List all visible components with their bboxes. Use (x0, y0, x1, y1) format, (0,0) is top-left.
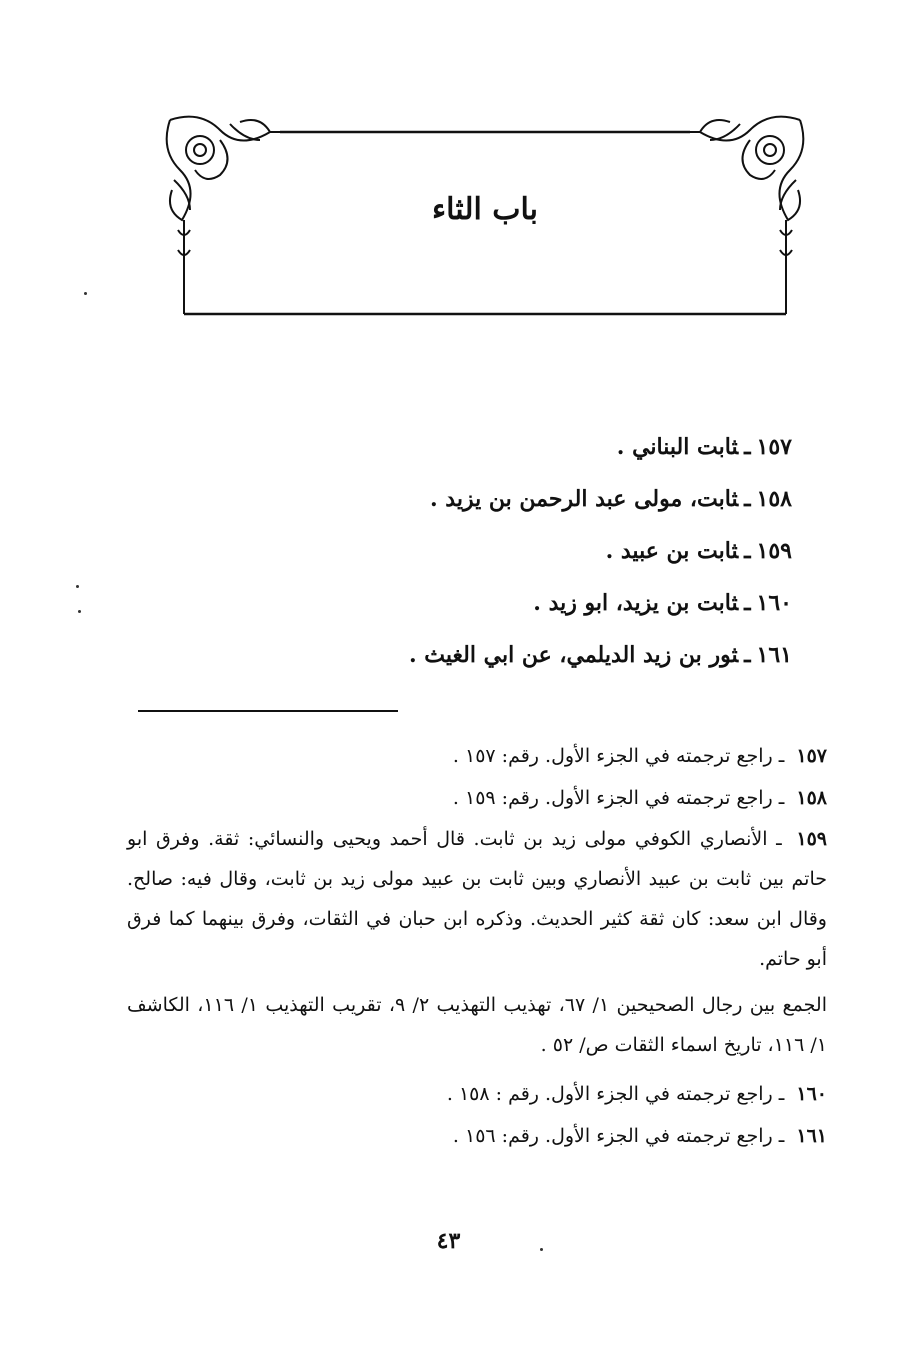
narrator-entries-list (152, 425, 792, 685)
list-item: ١٥٧ـثابت البناني . (616, 434, 792, 460)
entry-number: ١٥٨ (756, 486, 792, 512)
entry-number: ١٦١ (756, 642, 792, 668)
footnote-159-references: الجمع بين رجال الصحيحين ١/ ٦٧، تهذيب التهذيب ٢/ ٩، تقريب التهذيب ١/ ١١٦، الكاشف ١/ ١١٦، تاريخ اسماء الثقات ص/ ٥٢ . (127, 994, 827, 1056)
footnote-text: راجع ترجمته في الجزء الأول. رقم: ١٥٩ . (452, 787, 773, 809)
footnote-157: ١٥٧ ـ راجع ترجمته في الجزء الأول. رقم: ١٥٧ . (452, 745, 827, 767)
footnote-text: راجع ترجمته في الجزء الأول. رقم : ١٥٨ . (446, 1083, 773, 1105)
entry-text: ثابت البناني . (616, 434, 739, 460)
scan-speck (76, 585, 79, 588)
scan-speck (540, 1248, 543, 1251)
footnote-text: الأنصاري الكوفي مولى زيد بن ثابت. قال أحمد ويحيى والنسائي: ثقة. وفرق ابو حاتم بين ثابت بن عبيد الأنصاري وبين ثابت بن عبيد مولى زيد بن ثابت، وقال فيه: صالح. وقال ابن سعد: كان ثقة كثير الحديث. وذكره ابن حبان في الثقات، وفرق بينهما كما فرق أبو حاتم. (127, 828, 827, 970)
footnotes (127, 735, 827, 1157)
footnote-160: ١٦٠ ـ راجع ترجمته في الجزء الأول. رقم : ١٥٨ . (446, 1083, 827, 1105)
footnote-number: ١٦٠ (796, 1083, 827, 1105)
entry-number: ١٥٧ (756, 434, 792, 460)
entry-text: ثابت، مولى عبد الرحمن بن يزيد . (429, 486, 739, 512)
footnote-number: ١٥٩ (796, 828, 827, 850)
list-item: ١٥٩ـثابت بن عبيد . (605, 538, 792, 564)
list-item: ١٥٨ـثابت، مولى عبد الرحمن بن يزيد . (429, 486, 792, 512)
list-item: ١٦١ـثور بن زيد الديلمي، عن ابي الغيث . (408, 642, 792, 668)
footnote-number: ١٥٧ (796, 745, 827, 767)
footnote-text: راجع ترجمته في الجزء الأول. رقم: ١٥٦ . (452, 1125, 773, 1147)
entry-number: ١٥٩ (756, 538, 792, 564)
entry-text: ثور بن زيد الديلمي، عن ابي الغيث . (408, 642, 739, 668)
scan-speck (84, 292, 87, 295)
footnote-separator (138, 710, 398, 712)
entry-text: ثابت بن عبيد . (605, 538, 739, 564)
scan-speck (78, 610, 81, 613)
page-number: ٤٣ (436, 1228, 461, 1254)
footnote-161: ١٦١ ـ راجع ترجمته في الجزء الأول. رقم: ١٥٦ . (452, 1125, 827, 1147)
footnote-159: ١٥٩ ـ الأنصاري الكوفي مولى زيد بن ثابت. قال أحمد ويحيى والنسائي: ثقة. وفرق ابو حاتم بين ثابت بن عبيد الأنصاري وبين ثابت بن عبيد مولى زيد بن ثابت، وقال فيه: صالح. وقال ابن سعد: كان ثقة كثير الحديث. وذكره ابن حبان في الثقات، وفرق بينهما كما فرق أبو حاتم. (127, 828, 827, 970)
footnote-number: ١٥٨ (796, 787, 827, 809)
chapter-title: باب الثاء (432, 192, 538, 227)
footnote-158: ١٥٨ ـ راجع ترجمته في الجزء الأول. رقم: ١٥٩ . (452, 787, 827, 809)
entry-text: ثابت بن يزيد، ابو زيد . (533, 590, 739, 616)
footnote-text: راجع ترجمته في الجزء الأول. رقم: ١٥٧ . (452, 745, 773, 767)
entry-number: ١٦٠ (756, 590, 792, 616)
list-item: ١٦٠ـثابت بن يزيد، ابو زيد . (533, 590, 792, 616)
footnote-number: ١٦١ (796, 1125, 827, 1147)
